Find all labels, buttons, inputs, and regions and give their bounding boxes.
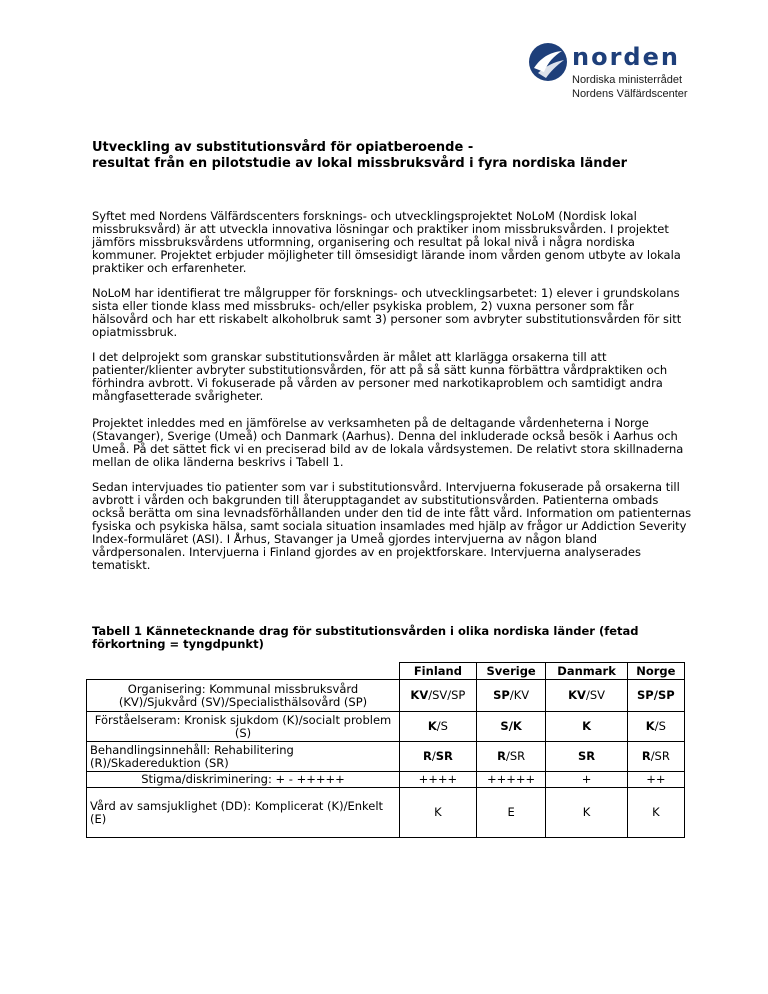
logo-subtitle-1: Nordiska ministerrådet	[572, 74, 683, 86]
paragraph-target-groups: NoLoM har identifierat tre målgrupper för forsknings- och utvecklingsarbetet: 1) elever i grundskolans sista eller tionde klass med missbruks- och/eller psykiska problem, 2) vuxna personer som får hälsovård och har ett riskabelt alkoholbruk samt 3) personer som avbryter substitutionsvården för sitt opiatmissbruk.	[92, 286, 682, 339]
title-line-1: Utveckling av substitutionsvård för opiatberoende -	[92, 140, 474, 155]
table-row	[87, 680, 685, 712]
table-corner	[87, 663, 400, 680]
table-cell: KV/SV/SP	[400, 680, 477, 712]
row-label: Organisering: Kommunal missbruksvård (KV)/Sjukvård (SV)/Specialisthälsovård (SP)	[87, 680, 400, 712]
table-row	[87, 712, 685, 742]
table-cell: K/S	[400, 712, 477, 742]
table-cell: E	[476, 788, 546, 838]
column-header: Norge	[627, 663, 684, 680]
logo-brand: norden	[572, 43, 680, 71]
row-label: Förståelseram: Kronisk sjukdom (K)/socialt problem (S)	[87, 712, 400, 742]
row-label: Vård av samsjuklighet (DD): Komplicerat (K)/Enkelt (E)	[87, 788, 400, 838]
title-line-2: resultat från en pilotstudie av lokal missbruksvård i fyra nordiska länder	[92, 156, 628, 171]
table-cell: K/S	[627, 712, 684, 742]
column-header: Finland	[400, 663, 477, 680]
table-cell: R/SR	[627, 742, 684, 772]
table-cell: SP/SP	[627, 680, 684, 712]
table-cell: R/SR	[476, 742, 546, 772]
table-cell: +	[546, 772, 627, 788]
row-label: Behandlingsinnehåll: Rehabilitering (R)/Skadereduktion (SR)	[87, 742, 400, 772]
table-cell: K	[400, 788, 477, 838]
column-header: Sverige	[476, 663, 546, 680]
table-row	[87, 788, 685, 838]
table-cell: ++	[627, 772, 684, 788]
norden-logo	[528, 40, 688, 110]
table-cell: ++++	[400, 772, 477, 788]
logo-subtitle-2: Nordens Välfärdscenter	[572, 88, 688, 100]
document-title	[92, 140, 692, 172]
table-cell: SP/KV	[476, 680, 546, 712]
paragraph-intro: Syftet med Nordens Välfärdscenters forsknings- och utvecklingsprojektet NoLoM (Nordisk lokal missbruksvård) är att utveckla innovativa lösningar och praktiker inom missbruksvården. I projektet jämförs missbruksvårdens utformning, organisering och resultat på lokal nivå i några nordiska kommuner. Projektet erbjuder möjligheter till ömsesidigt lärande inom vården genom utbyte av lokala praktiker och erfarenheter.	[92, 209, 681, 275]
table-cell: K	[627, 788, 684, 838]
table-row	[87, 742, 685, 772]
table-cell: R/SR	[400, 742, 477, 772]
comparison-table	[86, 662, 685, 838]
table-cell: K	[546, 788, 627, 838]
table-header-row	[87, 663, 685, 680]
column-header: Danmark	[546, 663, 627, 680]
swan-icon	[528, 42, 568, 82]
table-cell: +++++	[476, 772, 546, 788]
row-label: Stigma/diskriminering: + - +++++	[87, 772, 400, 788]
table-caption: Tabell 1 Kännetecknande drag för substitutionsvården i olika nordiska länder (fetad förkortning = tyngdpunkt)	[92, 624, 639, 651]
paragraph-interviews: Sedan intervjuades tio patienter som var i substitutionsvård. Intervjuerna fokuserade på orsakerna till avbrott i vården och bakgrunden till återupptagandet av substitutionsvården. Patienterna ombads också berätta om sina levnadsförhållanden under den tid de inte fått vård. Information om patienternas fysiska och psykiska hälsa, samt sociala situation insamlades med hjälp av frågor ur Addiction Severity Index-formuläret (ASI). I Århus, Stavanger ja Umeå gjordes intervjuerna av någon bland vårdpersonalen. Intervjuerna i Finland gjordes av en projektforskare. Intervjuerna analyserades tematiskt.	[92, 480, 692, 572]
table-cell: KV/SV	[546, 680, 627, 712]
table-cell: SR	[546, 742, 627, 772]
table-cell: S/K	[476, 712, 546, 742]
paragraph-subproject: I det delprojekt som granskar substitutionsvården är målet att klarlägga orsakerna till att patienter/klienter avbryter substitutionsvården, för att på så sätt kunna förbättra vårdpraktiken och förhindra avbrott. Vi fokuserade på vården av personer med narkotikaproblem och samtidigt andra mångfasetterade svårigheter.	[92, 350, 668, 403]
table-cell: K	[546, 712, 627, 742]
table-row	[87, 772, 685, 788]
paragraph-comparison: Projektet inleddes med en jämförelse av verksamheten på de deltagande vårdenheterna i Norge (Stavanger), Sverige (Umeå) och Danmark (Aarhus). Denna del inkluderade också besök i Aarhus och Umeå. På det sättet fick vi en preciserad bild av de lokala vårdsystemen. De relativt stora skillnaderna mellan de olika länderna beskrivs i Tabell 1.	[92, 416, 684, 469]
